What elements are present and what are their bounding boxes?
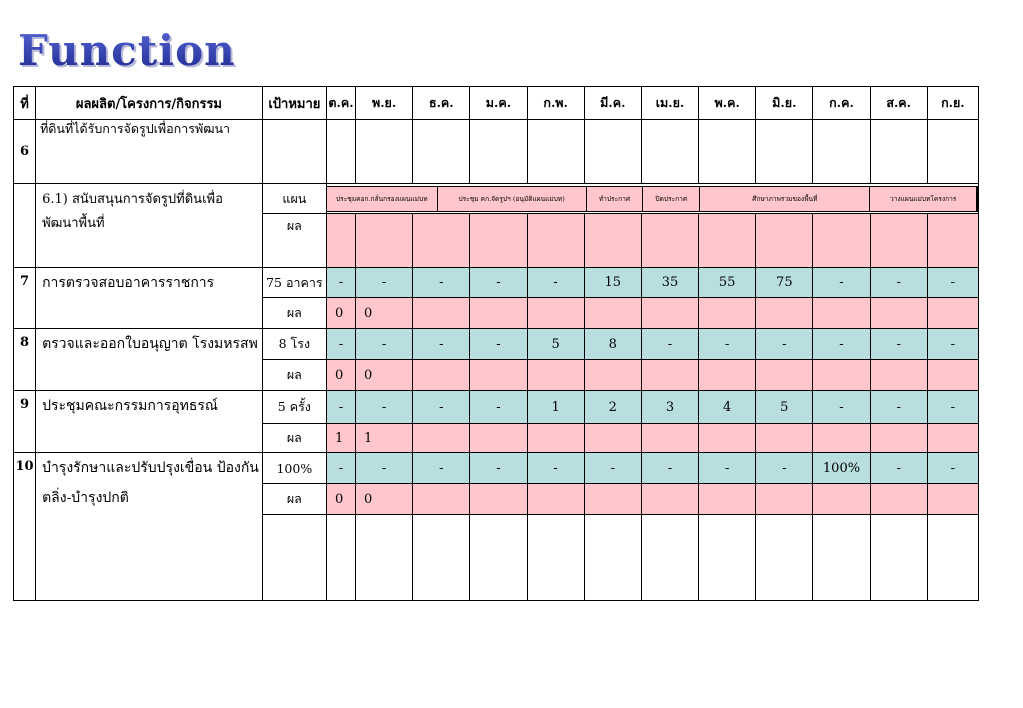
header-month: ม.ค. [470, 87, 527, 120]
plan-cell: 8 [584, 329, 641, 360]
row-number: 8 [14, 329, 36, 391]
result-cell: 0 [356, 360, 413, 391]
row-number: 6 [14, 120, 36, 184]
plan-cell: - [870, 329, 927, 360]
activity-label: ประชุมคอก.กลั่นกรองแผนแม่บท [327, 187, 438, 211]
result-label: ผล [262, 360, 326, 391]
activity-label: ศึกษาภาพรวมของพื้นที่ [700, 187, 870, 211]
plan-cell: - [699, 329, 756, 360]
row-target: 100% [262, 453, 326, 484]
plan-cell: - [699, 453, 756, 484]
plan-cell: - [641, 453, 698, 484]
result-label: ผล [262, 298, 326, 329]
empty-cell [262, 515, 326, 601]
result-cell: 0 [356, 298, 413, 329]
plan-cell: - [756, 453, 813, 484]
plan-cell: 3 [641, 391, 698, 424]
header-month: ก.ย. [927, 87, 978, 120]
plan-cell: - [927, 453, 978, 484]
plan-cell: - [326, 329, 355, 360]
result-cell: 0 [326, 298, 355, 329]
plan-cell: - [813, 391, 870, 424]
result-cell: 0 [356, 484, 413, 515]
result-cell: 0 [326, 360, 355, 391]
result-cell: 1 [356, 424, 413, 453]
table-row [14, 120, 979, 184]
row-task: 6.1) สนับสนุนการจัดรูปที่ดินเพื่อ พัฒนาพื้นที่ [36, 184, 263, 268]
plan-cell: - [641, 329, 698, 360]
plan-cell: 35 [641, 268, 698, 298]
activity-strip [326, 184, 978, 214]
plan-cell: - [470, 329, 527, 360]
table-row [14, 329, 979, 360]
plan-cell: - [326, 268, 355, 298]
plan-cell: - [870, 453, 927, 484]
row-number: 9 [14, 391, 36, 453]
plan-cell: - [413, 453, 470, 484]
row-number: 10 [14, 453, 36, 601]
result-cell: 0 [326, 484, 355, 515]
header-no: ที่ [14, 87, 36, 120]
plan-cell: - [413, 329, 470, 360]
row-task: ประชุมคณะกรรมการอุทธรณ์ [36, 391, 263, 453]
schedule-table [13, 86, 979, 601]
plan-cell: 5 [756, 391, 813, 424]
plan-cell: - [927, 268, 978, 298]
header-target: เป้าหมาย [262, 87, 326, 120]
plan-cell: - [356, 329, 413, 360]
header-month: มิ.ย. [756, 87, 813, 120]
plan-cell: 4 [699, 391, 756, 424]
header-task: ผลผลิต/โครงการ/กิจกรรม [36, 87, 263, 120]
plan-cell: - [326, 391, 355, 424]
row-task: การตรวจสอบอาคารราชการ [36, 268, 263, 329]
plan-cell: - [813, 329, 870, 360]
plan-cell: - [870, 391, 927, 424]
header-month: ส.ค. [870, 87, 927, 120]
plan-cell: - [470, 268, 527, 298]
empty-cell [262, 120, 326, 184]
plan-cell: 55 [699, 268, 756, 298]
plan-cell: - [470, 453, 527, 484]
plan-cell: - [756, 329, 813, 360]
row-task: บำรุงรักษาและปรับปรุงเขื่อน ป้องกันตลิ่ง-บำรุงปกติ [36, 453, 263, 601]
header-month: ธ.ค. [413, 87, 470, 120]
plan-cell: 75 [756, 268, 813, 298]
result-label: ผล [262, 424, 326, 453]
activity-label: ประชุม คก.จัดรูปฯ (อนุมัติแผนแม่บท) [438, 187, 587, 211]
table-row [14, 268, 979, 298]
plan-cell: 1 [527, 391, 584, 424]
plan-cell: - [356, 453, 413, 484]
result-label: ผล [262, 484, 326, 515]
activity-label: ปิดประกาศ [643, 187, 700, 211]
plan-cell: - [413, 268, 470, 298]
plan-cell: 5 [527, 329, 584, 360]
plan-cell: - [927, 391, 978, 424]
table-row [14, 391, 979, 424]
plan-cell: - [927, 329, 978, 360]
row-target: 8 โรง [262, 329, 326, 360]
row-task: ที่ดินที่ได้รับการจัดรูปเพื่อการพัฒนา [36, 120, 263, 184]
table-row [14, 184, 979, 214]
header-month: ก.ค. [813, 87, 870, 120]
result-cell: 1 [326, 424, 355, 453]
header-row [14, 87, 979, 120]
plan-cell: 15 [584, 268, 641, 298]
page-title: Function [18, 26, 236, 75]
plan-cell: - [356, 268, 413, 298]
row-target: 5 ครั้ง [262, 391, 326, 424]
row-number: 7 [14, 268, 36, 329]
plan-cell: - [470, 391, 527, 424]
header-month: พ.ย. [356, 87, 413, 120]
activity-label: ทำประกาศ [587, 187, 643, 211]
table-row [14, 453, 979, 484]
plan-cell: 2 [584, 391, 641, 424]
plan-cell: - [527, 268, 584, 298]
row-target: 75 อาคาร [262, 268, 326, 298]
plan-cell: - [527, 453, 584, 484]
empty-cell [14, 184, 36, 268]
result-label: ผล [262, 214, 326, 268]
row-task: ตรวจและออกใบอนุญาต โรงมหรสพ [36, 329, 263, 391]
plan-cell: - [813, 268, 870, 298]
plan-cell: - [356, 391, 413, 424]
plan-cell: - [584, 453, 641, 484]
activity-label: วางแผนแม่บทโครงการ [870, 187, 978, 211]
plan-label: แผน [262, 184, 326, 214]
plan-cell: - [870, 268, 927, 298]
plan-cell: - [326, 453, 355, 484]
plan-cell: 100% [813, 453, 870, 484]
header-month: เม.ย. [641, 87, 698, 120]
header-month: ต.ค. [326, 87, 355, 120]
header-month: ก.พ. [527, 87, 584, 120]
plan-cell: - [413, 391, 470, 424]
header-month: พ.ค. [699, 87, 756, 120]
header-month: มี.ค. [584, 87, 641, 120]
